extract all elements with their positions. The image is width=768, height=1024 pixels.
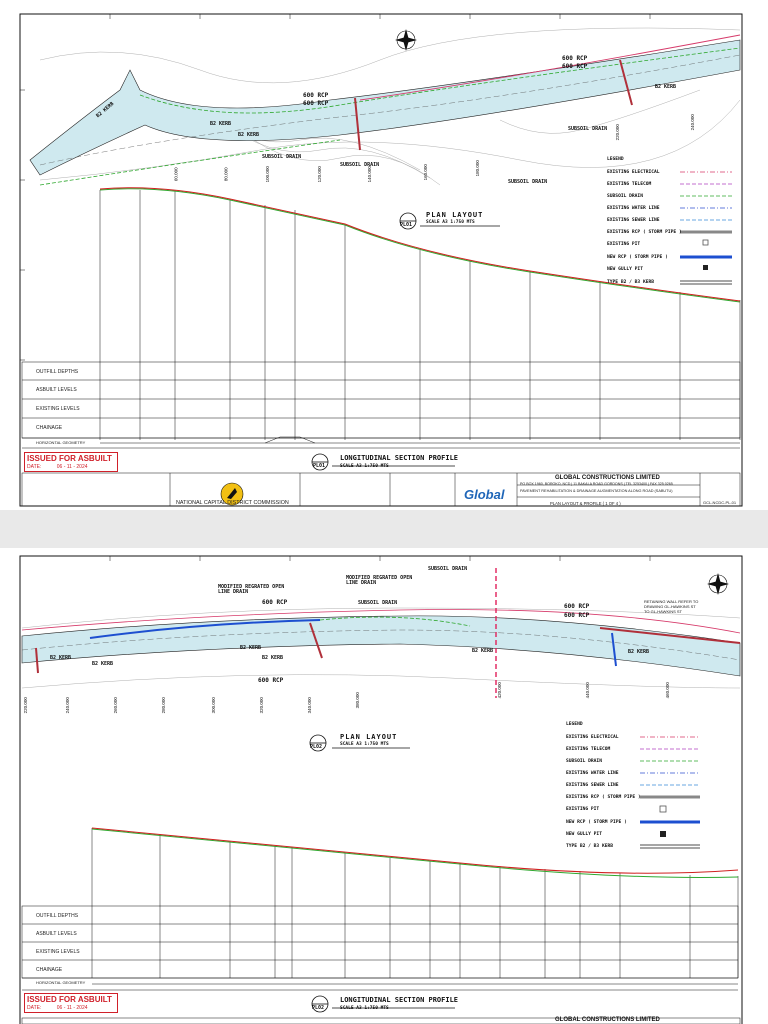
sheet-1-profile-grid <box>100 190 740 440</box>
drain-label: MODIFIED REGRATED OPEN LINE DRAIN <box>346 575 413 586</box>
row-label: OUTFILL DEPTHS <box>36 369 79 375</box>
contractor-address: PO BOX 1960, BOROKO, NCD | 11 BAKALA ROAD GORDONS | TEL 3253400 | FAX 325 0265 <box>520 482 673 486</box>
profile-ref: PL02 <box>312 1005 325 1011</box>
chainage-mark: 340.000 <box>306 697 312 714</box>
chainage-mark: 280.000 <box>160 697 166 714</box>
drawing-title: PLAN LAYOUT & PROFILE ( 1 OF 4 ) <box>550 501 621 506</box>
sheet-2-road <box>22 616 740 676</box>
pipe-label: 600 RCP <box>303 92 329 99</box>
drawing-sheet-1 <box>0 0 768 510</box>
chainage-mark: 100.000 <box>264 166 270 183</box>
chainage-mark: 300.000 <box>210 697 216 714</box>
sheet-2-legend-swatches <box>640 737 700 848</box>
stamp-date-label: DATE: <box>27 1005 42 1011</box>
legend-item: NEW RCP ( STORM PIPE ) <box>607 255 668 260</box>
legend-item: SUBSOIL DRAIN <box>607 194 643 199</box>
kerb-label: B2 KERB <box>95 101 116 120</box>
chainage-mark: 380.000 <box>354 692 360 709</box>
pipe-label: 600 RCP <box>562 63 588 70</box>
row-label: ASBUILT LEVELS <box>36 931 77 937</box>
legend-item: NEW RCP ( STORM PIPE ) <box>566 820 627 825</box>
sheet-2-graphics <box>0 548 768 1024</box>
pipe-label: 600 RCP <box>258 677 284 684</box>
row-label: CHAINAGE <box>36 425 63 431</box>
sheet-1-legend-swatches <box>680 172 732 284</box>
chainage-mark: 440.000 <box>584 682 590 699</box>
plan-ref: PL01 <box>400 222 413 228</box>
sheet-1-profile-table <box>22 362 740 448</box>
pipe-label: 600 RCP <box>564 612 590 619</box>
chainage-mark: 260.000 <box>112 697 118 714</box>
plan-title: PLAN LAYOUT <box>426 211 484 219</box>
asbuilt-stamp <box>24 452 118 472</box>
chainage-mark: 460.000 <box>664 682 670 699</box>
row-label: ASBUILT LEVELS <box>36 387 77 393</box>
row-label: OUTFILL DEPTHS <box>36 913 79 919</box>
stamp-date: 06 - 11 - 2024 <box>56 1005 88 1011</box>
legend-item: EXISTING RCP ( STORM PIPE ) <box>607 230 682 235</box>
legend-item: EXISTING SEWER LINE <box>566 783 619 788</box>
legend-item: EXISTING SEWER LINE <box>607 218 660 223</box>
legend-item: EXISTING TELECOM <box>607 182 652 187</box>
plan-scale: SCALE A3 1:750 MTS <box>426 220 475 225</box>
legend-item: NEW GULLY PIT <box>607 267 643 272</box>
north-arrow-1 <box>395 29 417 51</box>
legend-item: EXISTING RCP ( STORM PIPE ) <box>566 795 641 800</box>
north-arrow-2 <box>707 573 729 595</box>
kerb-label: B2 KERB <box>472 648 494 654</box>
subsoil-label: SUBSOIL DRAIN <box>340 162 380 168</box>
kerb-label: B2 KERB <box>210 121 232 127</box>
asbuilt-stamp <box>24 993 118 1013</box>
legend-item: EXISTING TELECOM <box>566 747 611 752</box>
subsoil-label: SUBSOIL DRAIN <box>262 154 302 160</box>
plan-scale: SCALE A3 1:750 MTS <box>340 742 389 747</box>
sheet-1-grid-ticks <box>20 14 650 360</box>
drawing-number-visible: GCL-NCDC-PL-01 <box>703 500 737 505</box>
chainage-mark: 160.000 <box>422 164 428 181</box>
profile-ref: PL01 <box>313 463 326 469</box>
chainage-mark: 140.000 <box>366 166 372 183</box>
legend-item: EXISTING ELECTRICAL <box>566 735 619 740</box>
legend-item: EXISTING PIT <box>566 807 600 812</box>
legend-title: LEGEND <box>607 157 624 162</box>
legend-item: EXISTING WATER LINE <box>607 206 660 211</box>
kerb-label: B2 KERB <box>92 661 114 667</box>
kerb-label: B2 KERB <box>628 649 650 655</box>
pipe-label: 600 RCP <box>562 55 588 62</box>
drawing-sheet-2 <box>0 548 768 1024</box>
chainage-mark: 80.000 <box>223 167 229 182</box>
subsoil-label: SUBSOIL DRAIN <box>568 126 608 132</box>
chainage-mark: 220.000 <box>614 124 620 141</box>
plan-title: PLAN LAYOUT <box>340 733 398 741</box>
chainage-mark: 180.000 <box>474 160 480 177</box>
legend-item: TYPE B2 / B3 KERB <box>566 844 614 849</box>
profile-title: LONGITUDINAL SECTION PROFILE <box>340 454 459 462</box>
legend-item: EXISTING PIT <box>607 242 641 247</box>
kerb-label: B2 KERB <box>238 132 260 138</box>
legend-item: NEW GULLY PIT <box>566 832 602 837</box>
stamp-title: ISSUED FOR ASBUILT <box>27 995 112 1004</box>
plan-ref: PL02 <box>310 744 323 750</box>
project-name: PAVEMENT REHABILITATION & DRAINAGE AUGMENTATION ALONG ROAD (SABUTU) <box>520 489 673 493</box>
pipe-label: 600 RCP <box>262 599 288 606</box>
legend-title: LEGEND <box>566 722 583 727</box>
legend-item: SUBSOIL DRAIN <box>566 759 602 764</box>
chainage-mark: 320.000 <box>258 697 264 714</box>
profile-title: LONGITUDINAL SECTION PROFILE <box>340 996 459 1004</box>
legend-item: EXISTING WATER LINE <box>566 771 619 776</box>
stamp-date: 06 - 11 - 2024 <box>56 464 88 470</box>
legend-item: TYPE B2 / B3 KERB <box>607 280 655 285</box>
contractor-logo: Global <box>464 487 505 502</box>
stamp-date-row <box>25 464 117 471</box>
row-label: HORIZONTAL GEOMETRY <box>36 980 86 985</box>
drain-label: SUBSOIL DRAIN <box>358 600 398 606</box>
chainage-mark: 220.000 <box>22 697 28 714</box>
chainage-mark: 240.000 <box>689 114 695 131</box>
row-label: EXISTING LEVELS <box>36 949 80 955</box>
row-label: HORIZONTAL GEOMETRY <box>36 440 86 445</box>
row-label: EXISTING LEVELS <box>36 406 80 412</box>
chainage-mark: 420.000 <box>496 682 502 699</box>
kerb-label: B2 KERB <box>655 84 677 90</box>
chainage-mark: 60.000 <box>173 167 179 182</box>
kerb-label: B2 KERB <box>50 655 72 661</box>
kerb-label: B2 KERB <box>262 655 284 661</box>
stamp-date-label: DATE: <box>27 464 42 470</box>
contractor-name: GLOBAL CONSTRUCTIONS LIMITED <box>555 475 660 481</box>
chainage-mark: 120.000 <box>316 166 322 183</box>
drain-label: MODIFIED REGRATED OPEN LINE DRAIN <box>218 584 285 595</box>
pipe-label: 600 RCP <box>303 100 329 107</box>
pipe-label: 600 RCP <box>564 603 590 610</box>
subsoil-label: SUBSOIL DRAIN <box>508 179 548 185</box>
sheet-1-road <box>30 40 740 175</box>
legend-item: EXISTING ELECTRICAL <box>607 170 660 175</box>
row-label: CHAINAGE <box>36 967 63 973</box>
client-name-visible: NATIONAL CAPITAL DISTRICT COMMISSION <box>176 500 289 506</box>
contractor-name: GLOBAL CONSTRUCTIONS LIMITED <box>555 1017 660 1023</box>
chainage-mark: 240.000 <box>64 697 70 714</box>
wall-note: RETAINING WALL REFER TO DRAWING GL-HAWKINS ST TO GL-HAWKINS ST <box>644 599 699 614</box>
kerb-label: B2 KERB <box>240 645 262 651</box>
drain-label: SUBSOIL DRAIN <box>428 566 468 572</box>
profile-scale: SCALE A3 1:750 MTS <box>340 1006 389 1011</box>
stamp-date-row <box>25 1005 117 1012</box>
stamp-title: ISSUED FOR ASBUILT <box>27 454 112 463</box>
profile-scale: SCALE A3 1:750 MTS <box>340 464 389 469</box>
